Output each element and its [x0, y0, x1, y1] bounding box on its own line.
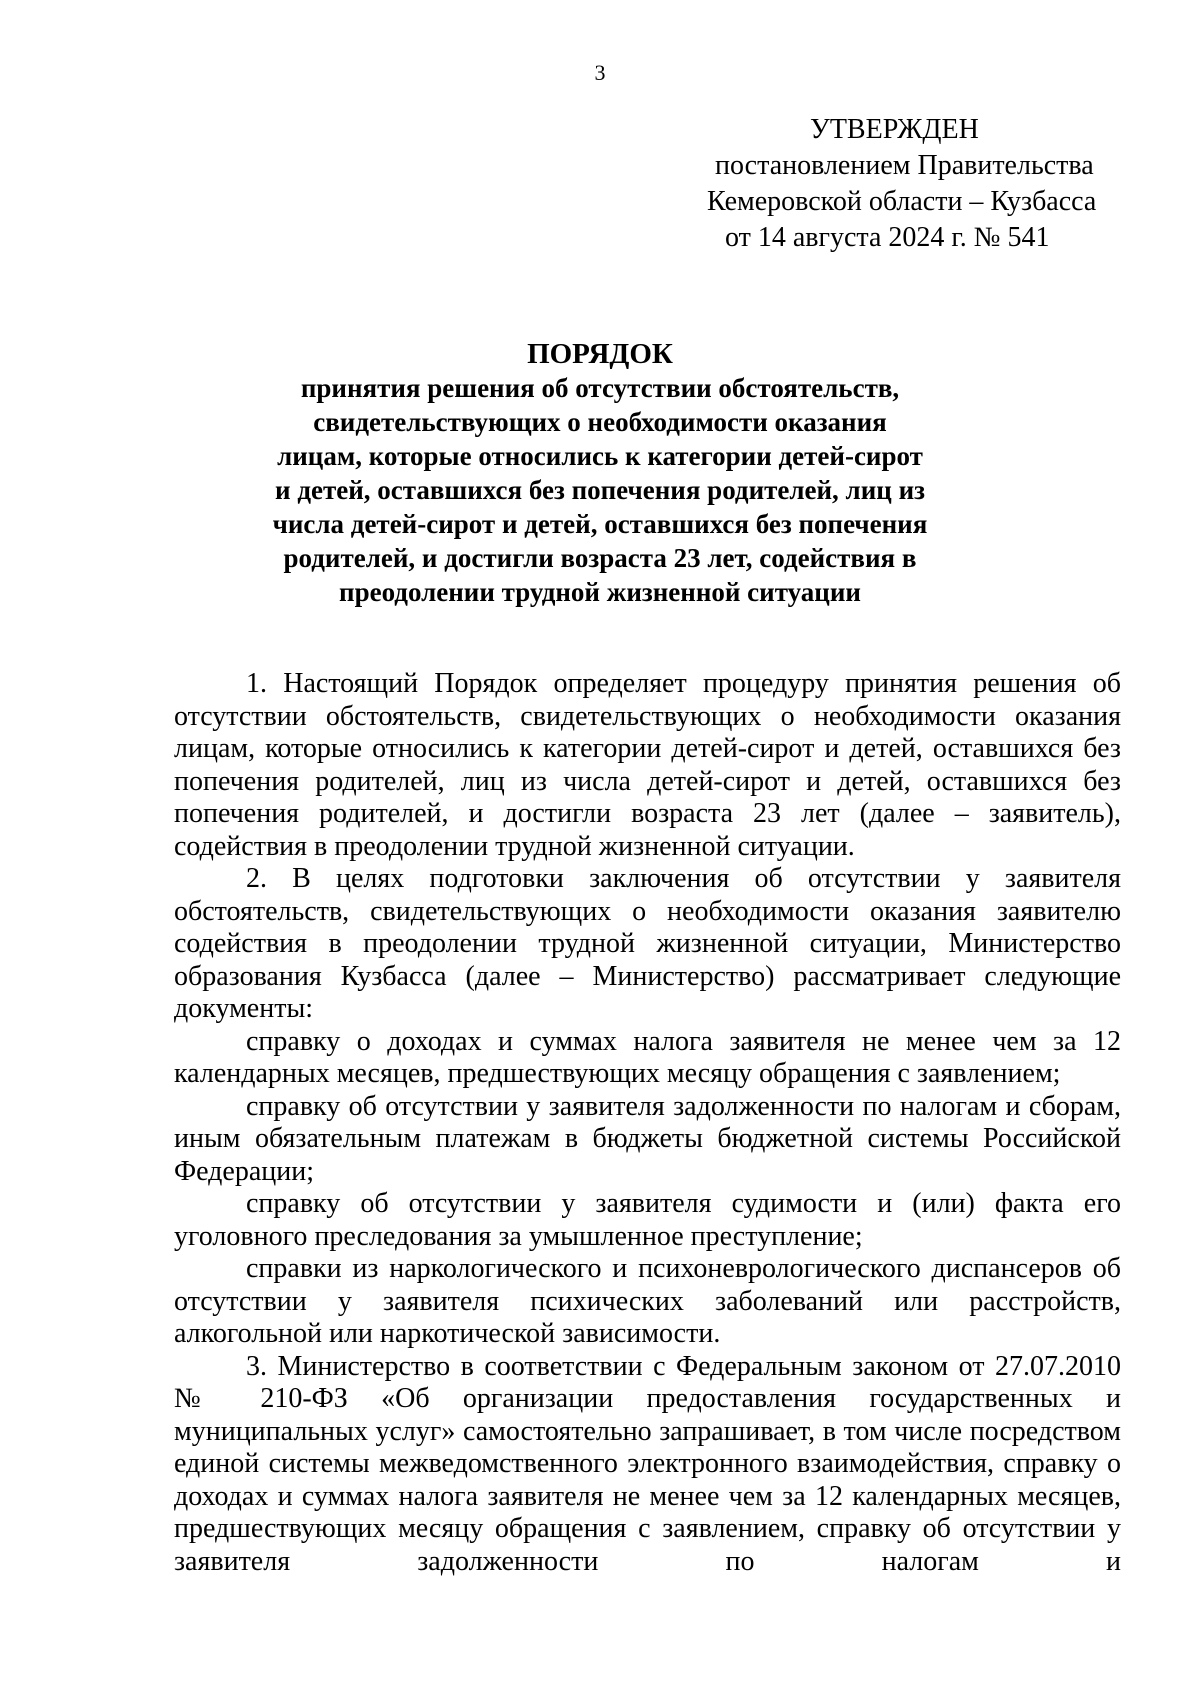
- approval-line-region: Кемеровской области – Кузбасса: [707, 186, 1097, 217]
- page-number: 3: [594, 60, 606, 85]
- title-line: преодолении трудной жизненной ситуации: [339, 577, 861, 607]
- approval-line-approved: УТВЕРЖДЕН: [810, 114, 979, 145]
- list-item-criminal-record-certificate: справку об отсутствии у заявителя судимости и (или) факта его уголовного преследования за умышленное преступление;: [174, 1188, 1121, 1252]
- title-line: родителей, и достигли возраста 23 лет, содействия в: [283, 543, 917, 573]
- approval-line-date-number: от 14 августа 2024 г. № 541: [725, 222, 1050, 253]
- document-title: [0, 337, 1200, 609]
- title-line: свидетельствующих о необходимости оказания: [313, 407, 887, 437]
- list-item-income-certificate: справку о доходах и суммах налога заявителя не менее чем за 12 календарных месяцев, предшествующих месяцу обращения с заявлением;: [174, 1025, 1121, 1089]
- paragraph-1: 1. Настоящий Порядок определяет процедуру принятия решения об отсутствии обстоятельств, свидетельствующих о необходимости оказания лицам, которые относились к категории детей-сирот и детей, оставшихся без попечения родителей, лиц из числа детей-сирот и детей, оставшихся без попечения родителей, и достигли возраста 23 лет (далее – заявитель), содействия в преодолении трудной жизненной ситуации.: [174, 668, 1121, 862]
- title-line: и детей, оставшихся без попечения родителей, лиц из: [275, 475, 925, 505]
- title-line: лицам, которые относились к категории детей-сирот: [277, 441, 923, 471]
- list-item-dispensary-certificates: справки из наркологического и психоневрологического диспансеров об отсутствии у заявителя психических заболеваний или расстройств, алкогольной или наркотической зависимости.: [174, 1253, 1121, 1349]
- document-body: [174, 668, 1121, 1578]
- paragraph-2: 2. В целях подготовки заключения об отсутствии у заявителя обстоятельств, свидетельствующих о необходимости оказания заявителю содействия в преодолении трудной жизненной ситуации, Министерство образования Кузбасса (далее – Министерство) рассматривает следующие документы:: [174, 863, 1121, 1024]
- title-line: числа детей-сирот и детей, оставшихся без попечения: [272, 509, 928, 539]
- title-line: принятия решения об отсутствии обстоятельств,: [300, 373, 900, 403]
- paragraph-3: 3. Министерство в соответствии с Федеральным законом от 27.07.2010 № 210-ФЗ «Об организации предоставления государственных и муниципальных услуг» самостоятельно запрашивает, в том числе посредством единой системы межведомственного электронного взаимодействия, справку о доходах и суммах налога заявителя не менее чем за 12 календарных месяцев, предшествующих месяцу обращения с заявлением, справку об отсутствии у заявителя задолженности по налогам и: [174, 1350, 1121, 1577]
- approval-stamp: [660, 112, 1120, 256]
- title-heading: ПОРЯДОК: [527, 338, 673, 370]
- approval-line-resolution: постановлением Правительства: [715, 150, 1094, 181]
- list-item-tax-debt-certificate: справку об отсутствии у заявителя задолженности по налогам и сборам, иным обязательным платежам в бюджеты бюджетной системы Российской Федерации;: [174, 1090, 1121, 1187]
